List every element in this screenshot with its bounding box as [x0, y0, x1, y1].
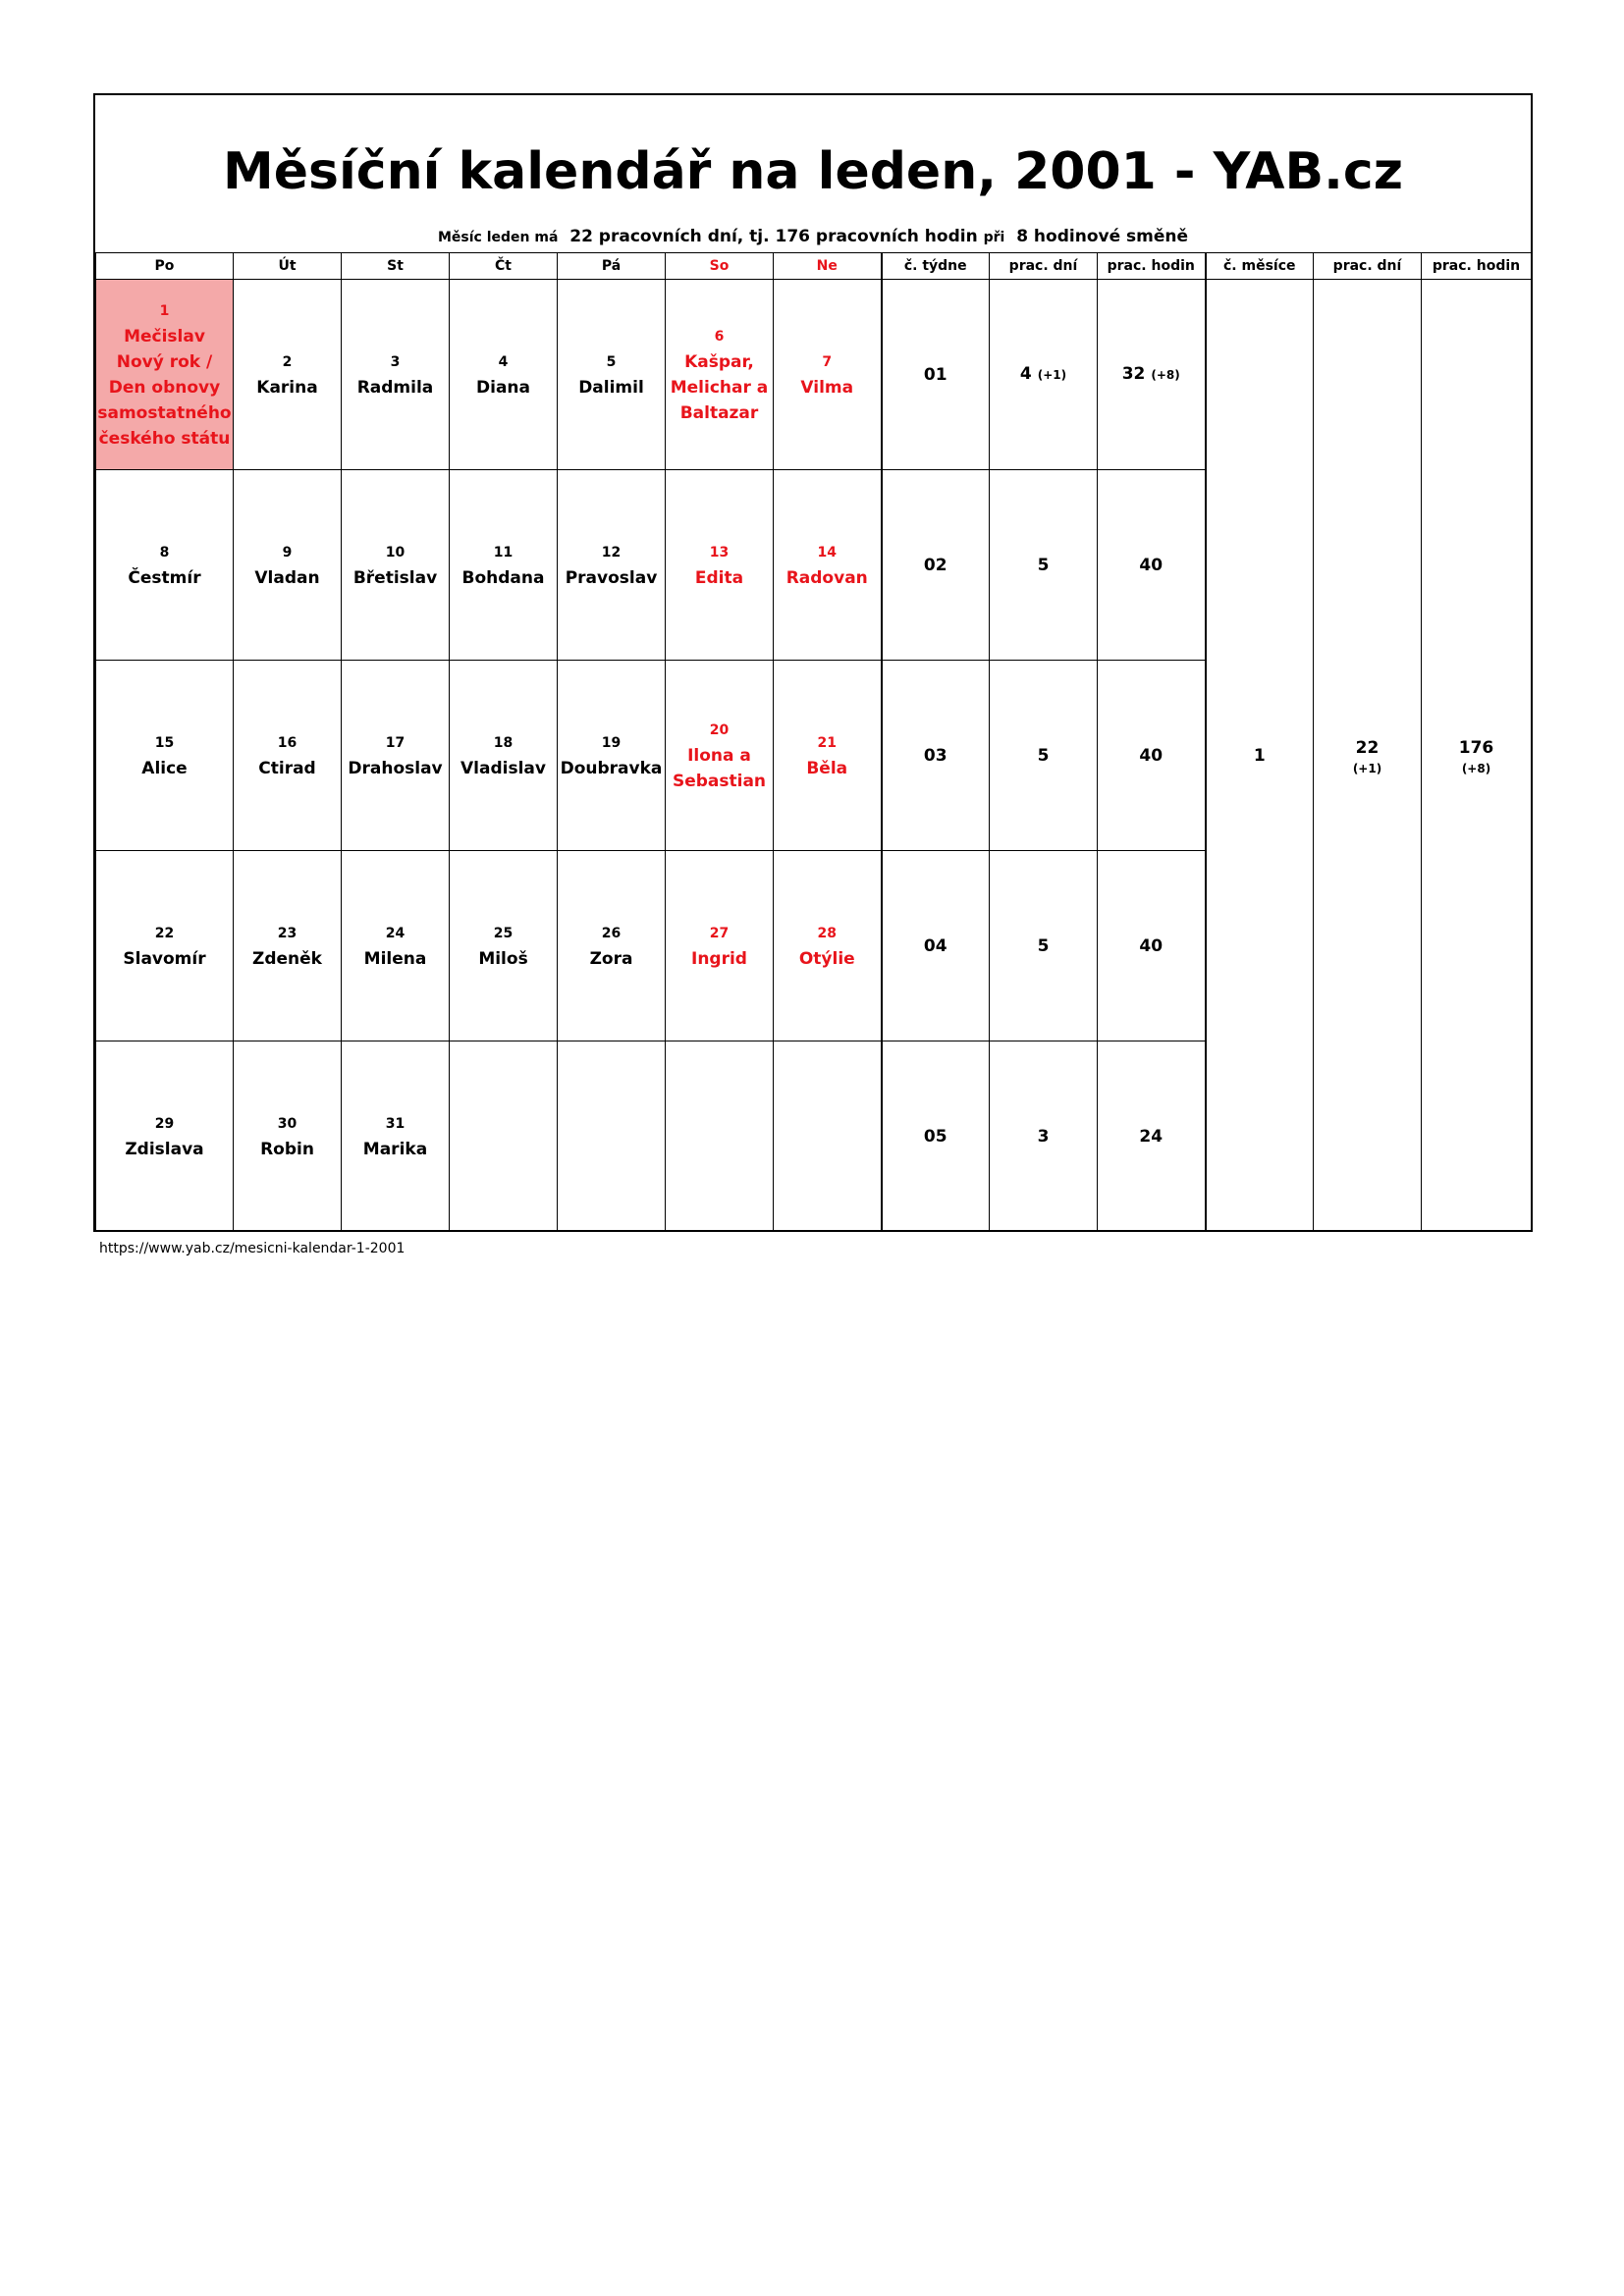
day-cell	[234, 1041, 342, 1232]
day-number: 31	[385, 1115, 406, 1132]
day-cell	[558, 470, 666, 661]
day-cell	[342, 851, 450, 1041]
header-so: So	[666, 253, 774, 280]
nameday-name: Kašpar,	[684, 351, 754, 372]
nameday-name: Ctirad	[258, 758, 316, 778]
nameday-name: Pravoslav	[565, 567, 658, 588]
day-extra-text: Den obnovy	[108, 377, 221, 398]
day-cell	[558, 851, 666, 1041]
month-work-days-value: 22	[1355, 737, 1380, 758]
week-work-hours-value: 40	[1139, 555, 1164, 575]
header-row	[96, 253, 1532, 280]
subtitle-part4: 8 hodinové směně	[1016, 227, 1189, 246]
nameday-name: Robin	[260, 1139, 314, 1159]
day-number: 25	[493, 925, 514, 941]
week-work-days	[990, 280, 1098, 470]
day-number: 28	[817, 925, 837, 941]
nameday-name: Vladan	[254, 567, 320, 588]
week-work-hours-value: 24	[1139, 1126, 1164, 1147]
day-extra-text: Nový rok /	[116, 351, 213, 372]
day-extra-text: Baltazar	[679, 402, 759, 423]
header-week-work-days: prac. dní	[990, 253, 1098, 280]
week-number: 04	[882, 851, 990, 1041]
day-cell	[558, 280, 666, 470]
day-extra-text: samostatného	[97, 402, 232, 423]
day-cell	[774, 851, 882, 1041]
day-number: 7	[822, 353, 833, 370]
nameday-name: Vladislav	[460, 758, 546, 778]
header-po: Po	[96, 253, 234, 280]
header-ut: Út	[234, 253, 342, 280]
day-number: 14	[817, 544, 837, 561]
header-week-no: č. týdne	[882, 253, 990, 280]
day-number: 17	[385, 734, 406, 751]
page-title: Měsíční kalendář na leden, 2001 - YAB.cz	[223, 142, 1403, 201]
day-number: 4	[498, 353, 509, 370]
day-cell	[774, 1041, 882, 1232]
day-number: 10	[385, 544, 406, 561]
day-cell	[774, 470, 882, 661]
week-work-hours-value: 40	[1139, 745, 1164, 766]
day-cell	[96, 1041, 234, 1232]
day-cell	[774, 661, 882, 851]
week-number: 02	[882, 470, 990, 661]
day-number: 5	[606, 353, 617, 370]
subtitle-part3: při	[983, 230, 1005, 245]
nameday-name: Drahoslav	[348, 758, 443, 778]
week-work-days-value: 3	[1037, 1126, 1050, 1147]
day-number: 27	[709, 925, 730, 941]
subtitle-part1: Měsíc leden má	[437, 230, 559, 245]
day-cell	[774, 280, 882, 470]
footer-url: https://www.yab.cz/mesicni-kalendar-1-2001	[99, 1241, 406, 1256]
nameday-name: Radmila	[356, 377, 434, 398]
nameday-name: Ingrid	[691, 948, 747, 969]
nameday-name: Radovan	[785, 567, 868, 588]
day-cell	[342, 280, 450, 470]
calendar-table	[95, 252, 1532, 1232]
month-work-hours-value: 176	[1458, 737, 1494, 758]
nameday-name: Milena	[363, 948, 427, 969]
day-number: 24	[385, 925, 406, 941]
header-ne: Ne	[774, 253, 882, 280]
nameday-name: Otýlie	[798, 948, 855, 969]
subtitle	[95, 227, 1531, 246]
nameday-name: Edita	[694, 567, 744, 588]
day-cell	[234, 470, 342, 661]
nameday-name: Břetislav	[352, 567, 438, 588]
day-cell	[96, 470, 234, 661]
month-work-days	[1314, 280, 1422, 1232]
day-number: 23	[277, 925, 298, 941]
day-cell	[96, 661, 234, 851]
nameday-name: Běla	[806, 758, 848, 778]
day-number: 22	[154, 925, 175, 941]
week-work-hours-extra: (+8)	[1151, 368, 1180, 382]
week-work-days-value: 4	[1019, 364, 1032, 384]
week-work-hours	[1098, 661, 1206, 851]
day-number: 3	[390, 353, 401, 370]
month-work-hours-extra: (+8)	[1461, 761, 1491, 775]
week-work-days	[990, 851, 1098, 1041]
day-cell	[558, 1041, 666, 1232]
day-cell	[342, 1041, 450, 1232]
day-number: 13	[709, 544, 730, 561]
week-number: 03	[882, 661, 990, 851]
day-cell	[666, 280, 774, 470]
day-cell	[450, 280, 558, 470]
week-work-hours	[1098, 851, 1206, 1041]
week-work-hours	[1098, 1041, 1206, 1232]
day-cell	[234, 661, 342, 851]
day-cell	[450, 851, 558, 1041]
week-number: 01	[882, 280, 990, 470]
day-cell	[666, 470, 774, 661]
header-ct: Čt	[450, 253, 558, 280]
week-number: 05	[882, 1041, 990, 1232]
day-cell	[558, 661, 666, 851]
month-number: 1	[1206, 280, 1314, 1232]
header-st: St	[342, 253, 450, 280]
week-work-days	[990, 1041, 1098, 1232]
day-number: 9	[282, 544, 293, 561]
day-cell	[342, 661, 450, 851]
week-work-days-value: 5	[1037, 935, 1050, 956]
header-week-work-hours: prac. hodin	[1098, 253, 1206, 280]
day-number: 30	[277, 1115, 298, 1132]
day-cell	[666, 851, 774, 1041]
week-work-hours	[1098, 280, 1206, 470]
day-number: 12	[601, 544, 622, 561]
day-number: 26	[601, 925, 622, 941]
nameday-name: Čestmír	[128, 567, 201, 588]
day-cell	[666, 661, 774, 851]
week-work-days-extra: (+1)	[1037, 368, 1067, 382]
day-cell	[96, 280, 234, 470]
nameday-name: Dalimil	[578, 377, 644, 398]
month-work-hours	[1422, 280, 1532, 1232]
header-pa: Pá	[558, 253, 666, 280]
day-number: 16	[277, 734, 298, 751]
nameday-name: Diana	[476, 377, 530, 398]
nameday-name: Zdeněk	[252, 948, 322, 969]
day-number: 15	[154, 734, 175, 751]
day-number: 2	[282, 353, 293, 370]
header-month-work-hours: prac. hodin	[1422, 253, 1532, 280]
day-cell	[234, 851, 342, 1041]
day-cell	[450, 470, 558, 661]
calendar-frame	[93, 93, 1533, 1232]
nameday-name: Karina	[256, 377, 318, 398]
nameday-name: Slavomír	[123, 948, 206, 969]
week-work-hours-value: 40	[1139, 935, 1164, 956]
day-number: 21	[817, 734, 837, 751]
week-work-days-value: 5	[1037, 745, 1050, 766]
day-number: 19	[601, 734, 622, 751]
nameday-name: Miloš	[478, 948, 528, 969]
week-work-days	[990, 470, 1098, 661]
week-work-days	[990, 661, 1098, 851]
day-number: 6	[714, 328, 725, 345]
week-row	[96, 280, 1532, 470]
day-extra-text: českého státu	[98, 428, 231, 449]
day-number: 1	[159, 302, 170, 319]
day-number: 20	[709, 721, 730, 738]
day-cell	[666, 1041, 774, 1232]
nameday-name: Zdislava	[125, 1139, 204, 1159]
day-cell	[342, 470, 450, 661]
day-extra-text: Melichar a	[670, 377, 769, 398]
day-number: 8	[159, 544, 170, 561]
day-number: 11	[493, 544, 514, 561]
nameday-name: Marika	[362, 1139, 428, 1159]
header-month-work-days: prac. dní	[1314, 253, 1422, 280]
day-cell	[96, 851, 234, 1041]
nameday-name: Zora	[589, 948, 633, 969]
nameday-name: Bohdana	[461, 567, 545, 588]
week-work-hours-value: 32	[1121, 364, 1146, 384]
nameday-name: Doubravka	[560, 758, 663, 778]
day-cell	[450, 1041, 558, 1232]
week-work-hours	[1098, 470, 1206, 661]
day-number: 18	[493, 734, 514, 751]
nameday-name: Alice	[141, 758, 188, 778]
day-cell	[450, 661, 558, 851]
week-work-days-value: 5	[1037, 555, 1050, 575]
day-cell	[234, 280, 342, 470]
subtitle-part2: 22 pracovních dní, tj. 176 pracovních hodin	[569, 227, 978, 246]
nameday-name: Mečislav	[124, 326, 205, 347]
month-work-days-extra: (+1)	[1352, 761, 1382, 775]
nameday-name: Ilona a	[687, 745, 751, 766]
day-number: 29	[154, 1115, 175, 1132]
nameday-name: Vilma	[800, 377, 854, 398]
header-month-no: č. měsíce	[1206, 253, 1314, 280]
day-extra-text: Sebastian	[672, 771, 767, 791]
